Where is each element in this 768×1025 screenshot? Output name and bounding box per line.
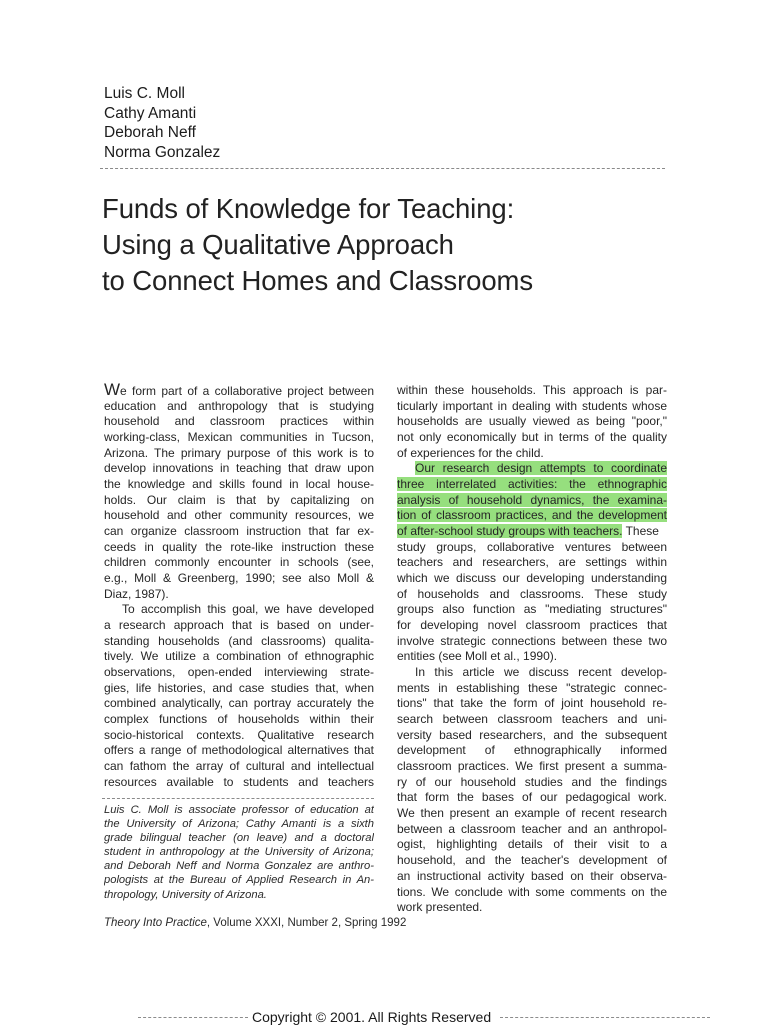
highlight-mark: Our research design attempts to coordinate (415, 461, 667, 476)
text-line: children commonly encounter in schools (see, (104, 555, 374, 570)
footnote-divider (102, 798, 374, 799)
text-line: search between classroom teachers and uni- (397, 712, 667, 727)
issue-details: , Volume XXXI, Number 2, Spring 1992 (206, 917, 407, 929)
text-line: complex functions of households within their (104, 712, 374, 727)
text-line: standing households (and classrooms) qualita- (104, 633, 374, 648)
text-line: a research approach that is based on under- (104, 618, 374, 633)
right-column (397, 383, 667, 916)
text-line: tions. We conclude with some comments on the (397, 884, 667, 899)
footnote-line: thropology, University of Arizona. (104, 888, 267, 901)
journal-name: Theory Into Practice (104, 917, 207, 929)
text-line: observations, open-ended interviewing strate- (104, 665, 374, 680)
text-line: tively. We utilize a combination of ethnographic (104, 649, 374, 664)
highlight-mark: of after-school study groups with teachers. (397, 524, 623, 539)
text-line: offers a range of methodological alternatives that (104, 743, 374, 758)
footnote-line: the University of Arizona; Cathy Amanti is a sixth (104, 818, 374, 831)
text-line: between a classroom teacher and an anthropol- (397, 821, 667, 836)
title-line: to Connect Homes and Classrooms (102, 265, 533, 296)
text-line: not only economically but in terms of the quality (397, 430, 667, 445)
text-line: teachers and researchers, are settings within (397, 555, 667, 570)
text-line (104, 383, 374, 399)
highlight-mark: three interrelated activities: the ethnographic (397, 477, 667, 492)
author-name: Norma Gonzalez (104, 143, 221, 161)
highlighted-line (397, 477, 667, 493)
text-line: work presented. (397, 900, 483, 915)
text-line: tions" that take the form of joint household re- (397, 696, 667, 711)
text-line: To accomplish this goal, we have developed (122, 602, 374, 617)
text-line: household and classroom practices within (104, 414, 374, 429)
footnote-line: pologists at the Bureau of Applied Research in An- (104, 874, 374, 887)
text-line: households are usually viewed as being "poor," (397, 414, 667, 429)
text-line: resources available to students and teachers (104, 774, 374, 789)
text-line: an instructional activity based on their observa- (397, 868, 667, 883)
text-line: holds. Our claim is that by capitalizing on (104, 492, 374, 507)
text-line: the knowledge and skills found in local house- (104, 477, 374, 492)
text-line: In this article we discuss recent develop- (415, 665, 667, 680)
text-line: working-class, Mexican communities in Tucson, (104, 430, 374, 445)
footnote-line: and Deborah Neff and Norma Gonzalez are anthro- (104, 860, 374, 873)
left-column (104, 383, 374, 790)
text-line: development of ethnographically informed (397, 743, 667, 758)
text-line: study groups, collaborative ventures between (397, 539, 667, 554)
text-line: of experiences for the child. (397, 445, 544, 460)
text-line: household, and the teacher's development of (397, 853, 667, 868)
text-line: socio-historical contexts. Qualitative research (104, 727, 374, 742)
text-line: ry of our household studies and the findings (397, 774, 667, 789)
text-fragment: These (625, 524, 659, 539)
title-line: Funds of Knowledge for Teaching: (102, 193, 515, 224)
text-line: can fathom the array of cultural and intellectual (104, 759, 374, 774)
article-title (102, 191, 533, 299)
text-line: versity based researchers, and the subsequent (397, 727, 667, 742)
highlighted-line (397, 461, 667, 477)
text-line: can organize classroom instruction that far ex- (104, 524, 374, 539)
first-line-rest: e form part of a collaborative project between (120, 384, 374, 398)
text-line: Arizona. The primary purpose of this work is to (104, 445, 374, 460)
journal-citation (104, 917, 406, 929)
author-name: Cathy Amanti (104, 104, 197, 122)
highlight-mark: tion of classroom practices, and the development (397, 508, 667, 523)
text-line: ogist, highlighting details of their visit to a (397, 837, 667, 852)
text-line: household and other community resources, we (104, 508, 374, 523)
text-line: combined analytically, can portray accurately the (104, 696, 374, 711)
author-name: Luis C. Moll (104, 85, 185, 102)
text-line: involve strategic connections between these two (397, 633, 667, 648)
author-footnote (104, 803, 374, 902)
text-line: gies, life histories, and case studies that, when (104, 680, 374, 695)
text-line: which we discuss our developing understanding (397, 571, 667, 586)
text-line: of households and classrooms. These study (397, 586, 667, 601)
text-line: ments in establishing these "strategic connec- (397, 680, 667, 695)
text-line: Diaz, 1987). (104, 586, 169, 601)
copyright-notice: Copyright © 2001. All Rights Reserved (252, 1009, 492, 1025)
highlighted-line (397, 493, 667, 509)
text-line: We then present an example of recent research (397, 806, 667, 821)
text-line: e.g., Moll & Greenberg, 1990; see also Moll & (104, 571, 374, 586)
text-line: ceeds in quality the rote-like instruction these (104, 539, 374, 554)
footnote-line: Luis C. Moll is associate professor of education at (104, 804, 374, 816)
drop-cap: W (104, 383, 121, 399)
text-line: classroom practices. We first present a summa- (397, 759, 667, 774)
header-divider (100, 168, 665, 169)
text-line: for developing novel classroom practices that (397, 618, 667, 633)
footnote-line: student in anthropology at the University of Arizona; (104, 846, 374, 859)
author-list (104, 84, 220, 162)
highlighted-line (397, 508, 667, 524)
highlight-mark: analysis of household dynamics, the examina- (397, 492, 667, 507)
title-line: Using a Qualitative Approach (102, 229, 454, 260)
bottom-divider-right (500, 1017, 710, 1018)
bottom-divider-left (138, 1017, 248, 1018)
text-line: within these households. This approach is par- (397, 383, 667, 397)
text-line: entities (see Moll et al., 1990). (397, 649, 558, 664)
text-line: ticularly important in dealing with students whose (397, 398, 667, 413)
text-line: education and anthropology that is studying (104, 398, 374, 413)
text-line: that form the bases of our pedagogical work. (397, 790, 667, 805)
footnote-line: grade bilingual teacher (on leave) and a doctoral (104, 832, 374, 845)
text-line: develop innovations in teaching that draw upon (104, 461, 374, 476)
highlighted-line (397, 524, 667, 540)
author-name: Deborah Neff (104, 124, 196, 141)
text-line: groups also function as "mediating structures" (397, 602, 667, 617)
